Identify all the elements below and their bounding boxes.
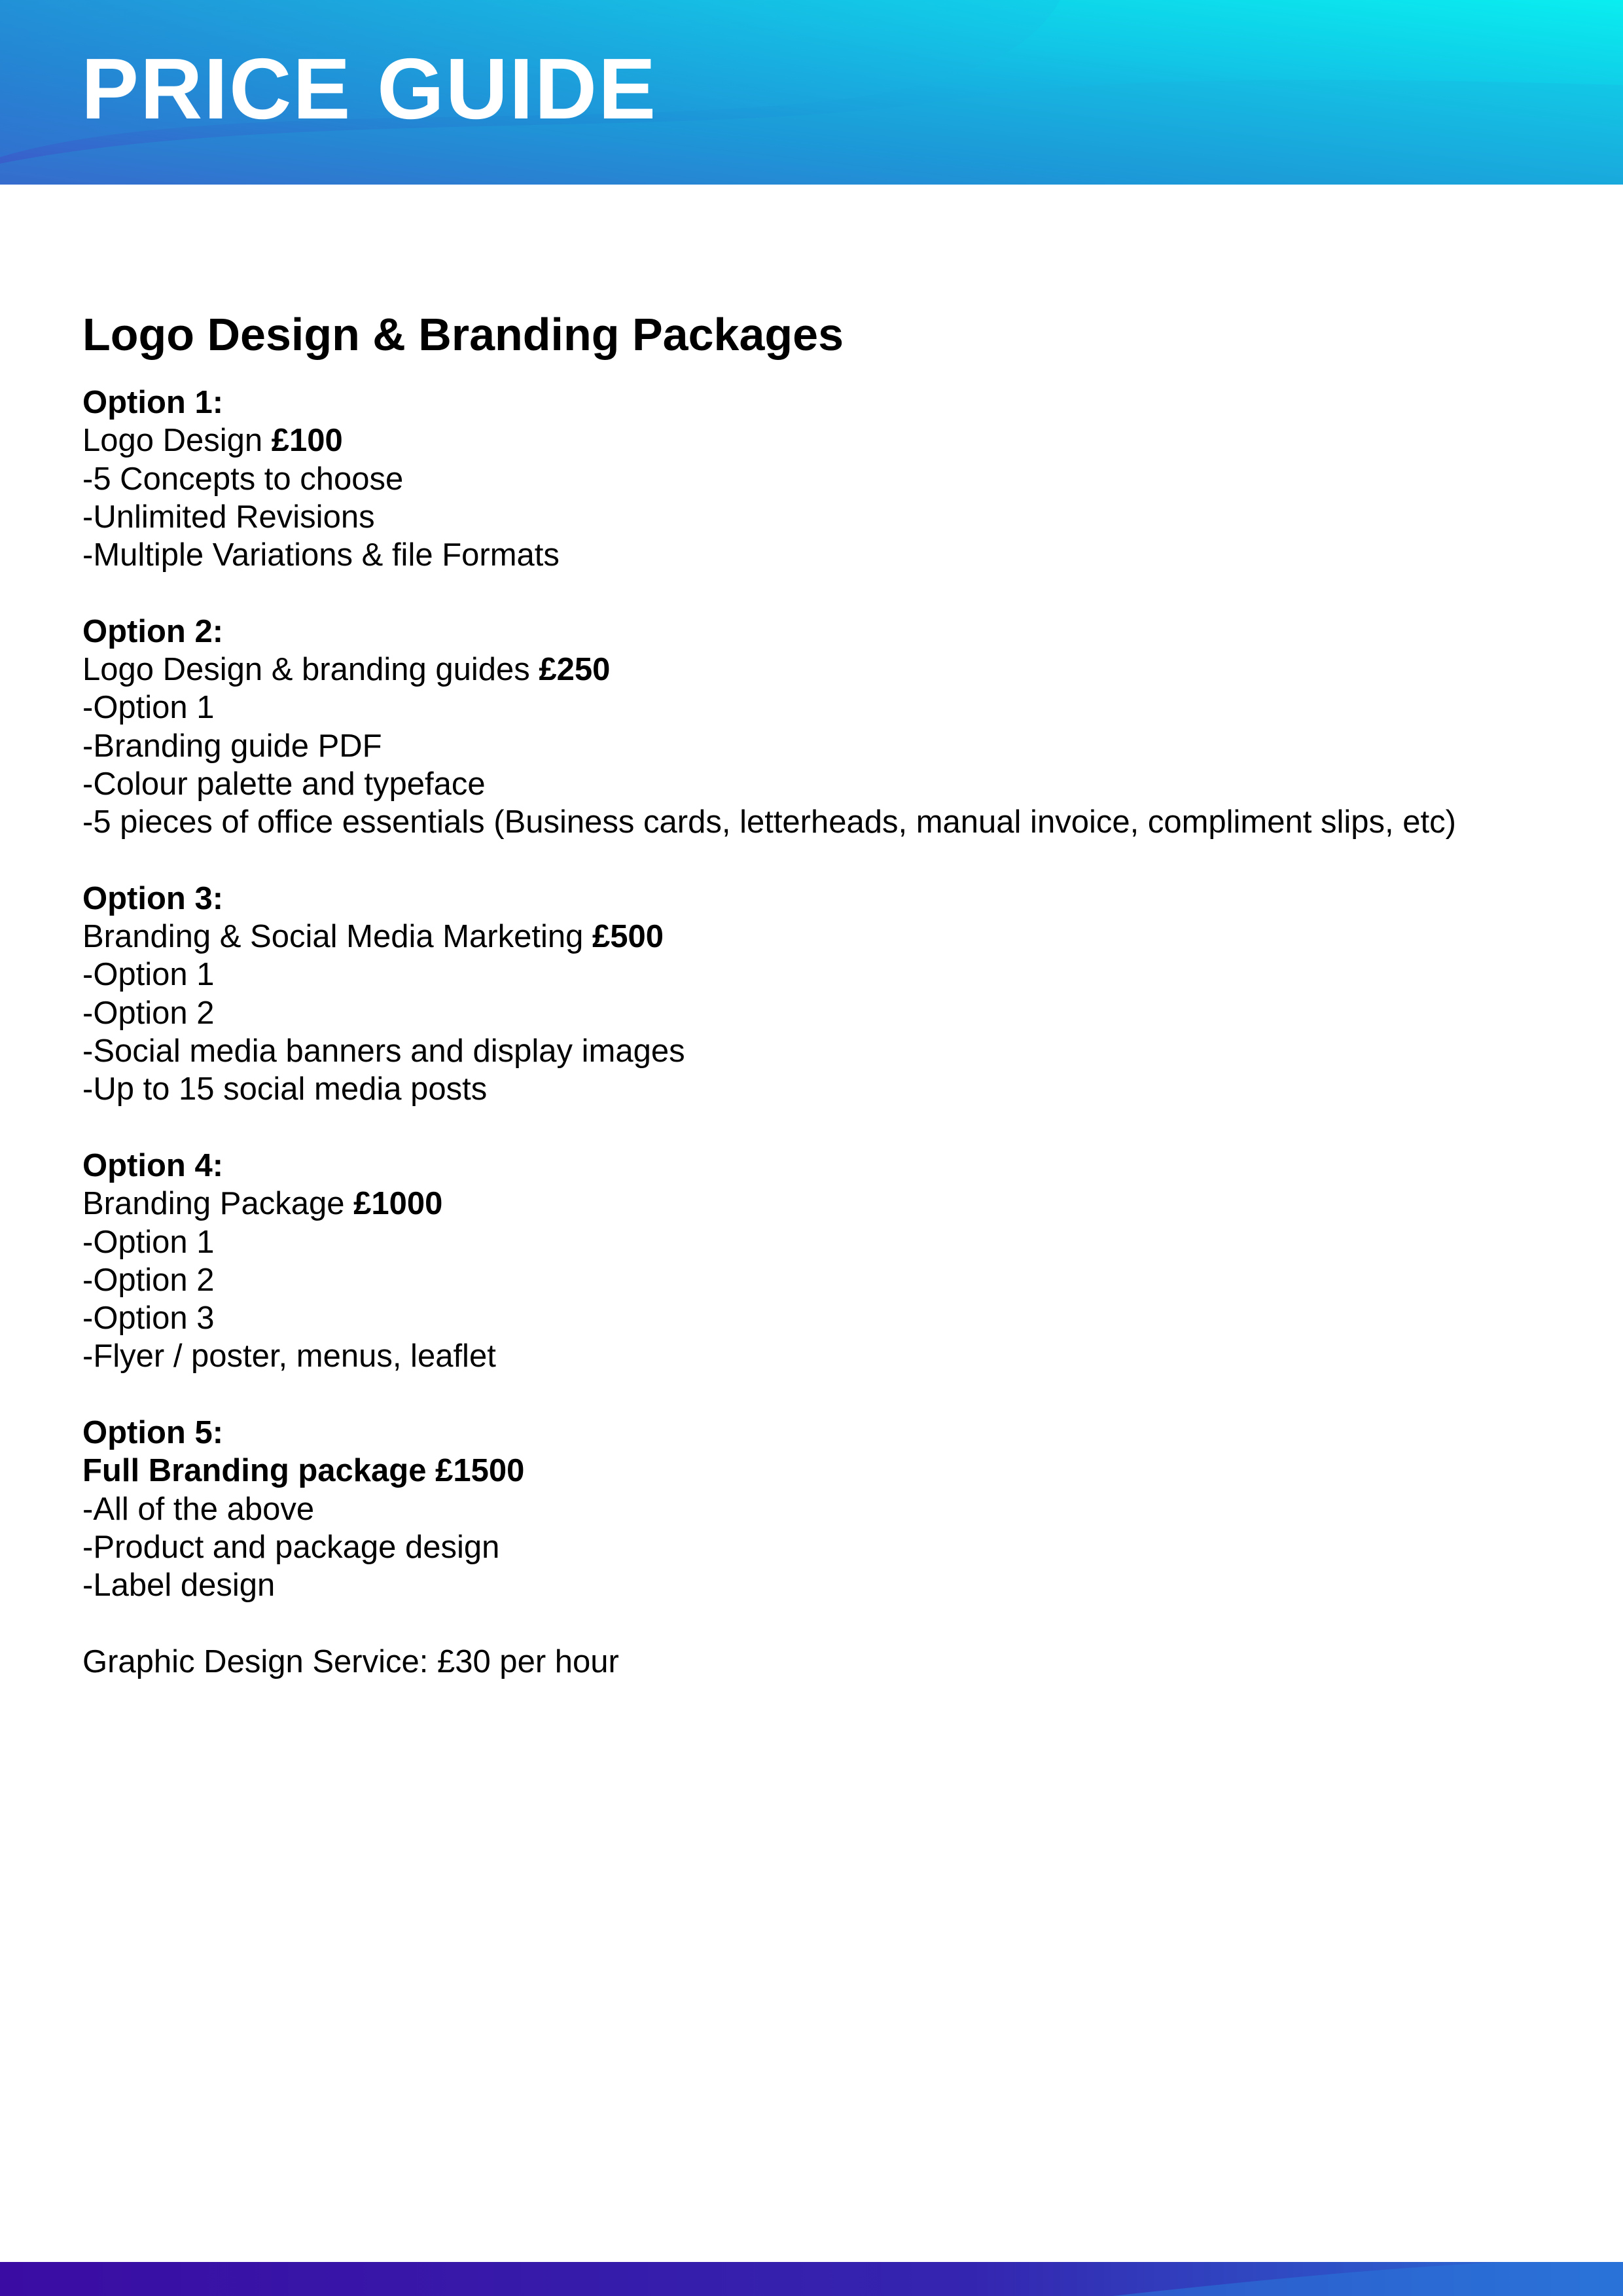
option-price: £500: [592, 919, 664, 955]
list-item: -Option 1: [82, 1224, 215, 1260]
option-title: [82, 422, 1548, 459]
list-item: -Colour palette and typeface: [82, 766, 486, 802]
option-price: £100: [271, 423, 343, 459]
hourly-rate: [82, 1643, 1548, 1681]
option-heading: Option 1:: [82, 385, 224, 420]
page-title: PRICE GUIDE: [81, 41, 658, 137]
option-heading: Option 2:: [82, 613, 224, 649]
list-item: -Unlimited Revisions: [82, 499, 375, 535]
option-2: [82, 613, 1548, 842]
option-name: Logo Design & branding guides: [82, 652, 530, 688]
option-name: Branding & Social Media Marketing: [82, 919, 584, 955]
list-item: -Multiple Variations & file Formats: [82, 537, 560, 573]
option-name: Full Branding package £1500: [82, 1453, 525, 1489]
option-name: Branding Package: [82, 1186, 345, 1222]
option-title: [82, 651, 1548, 689]
list-item: -5 pieces of office essentials (Business cards, letterheads, manual invoice, compliment slips, etc): [82, 804, 1456, 840]
list-item: -Flyer / poster, menus, leaflet: [82, 1338, 496, 1374]
list-item: -5 Concepts to choose: [82, 461, 404, 497]
list-item: -Option 1: [82, 690, 215, 726]
section-title: Logo Design & Branding Packages: [82, 309, 844, 360]
option-name: Logo Design: [82, 423, 263, 459]
option-title: [82, 918, 1548, 956]
option-3: [82, 880, 1548, 1109]
list-item: -Branding guide PDF: [82, 728, 382, 764]
list-item: -All of the above: [82, 1491, 315, 1527]
option-price: £1000: [353, 1186, 443, 1222]
footer-wave-background: [0, 2262, 1623, 2296]
option-heading: Option 3:: [82, 880, 224, 916]
hourly-rate-text: Graphic Design Service: £30 per hour: [82, 1643, 619, 1679]
list-item: -Product and package design: [82, 1529, 500, 1565]
footer-bar: [0, 2262, 1623, 2296]
list-item: -Option 3: [82, 1300, 215, 1336]
option-heading: Option 5:: [82, 1415, 224, 1451]
option-heading: Option 4:: [82, 1147, 224, 1183]
list-item: -Label design: [82, 1568, 276, 1604]
option-5: [82, 1414, 1548, 1604]
price-list: [82, 305, 1548, 1719]
option-1: [82, 384, 1548, 574]
list-item: -Option 2: [82, 1262, 215, 1298]
list-item: -Up to 15 social media posts: [82, 1071, 488, 1107]
list-item: -Option 1: [82, 957, 215, 993]
list-item: -Option 2: [82, 995, 215, 1031]
option-price: £250: [539, 652, 611, 688]
option-title: [82, 1185, 1548, 1223]
option-4: [82, 1147, 1548, 1376]
list-item: -Social media banners and display images: [82, 1033, 685, 1069]
